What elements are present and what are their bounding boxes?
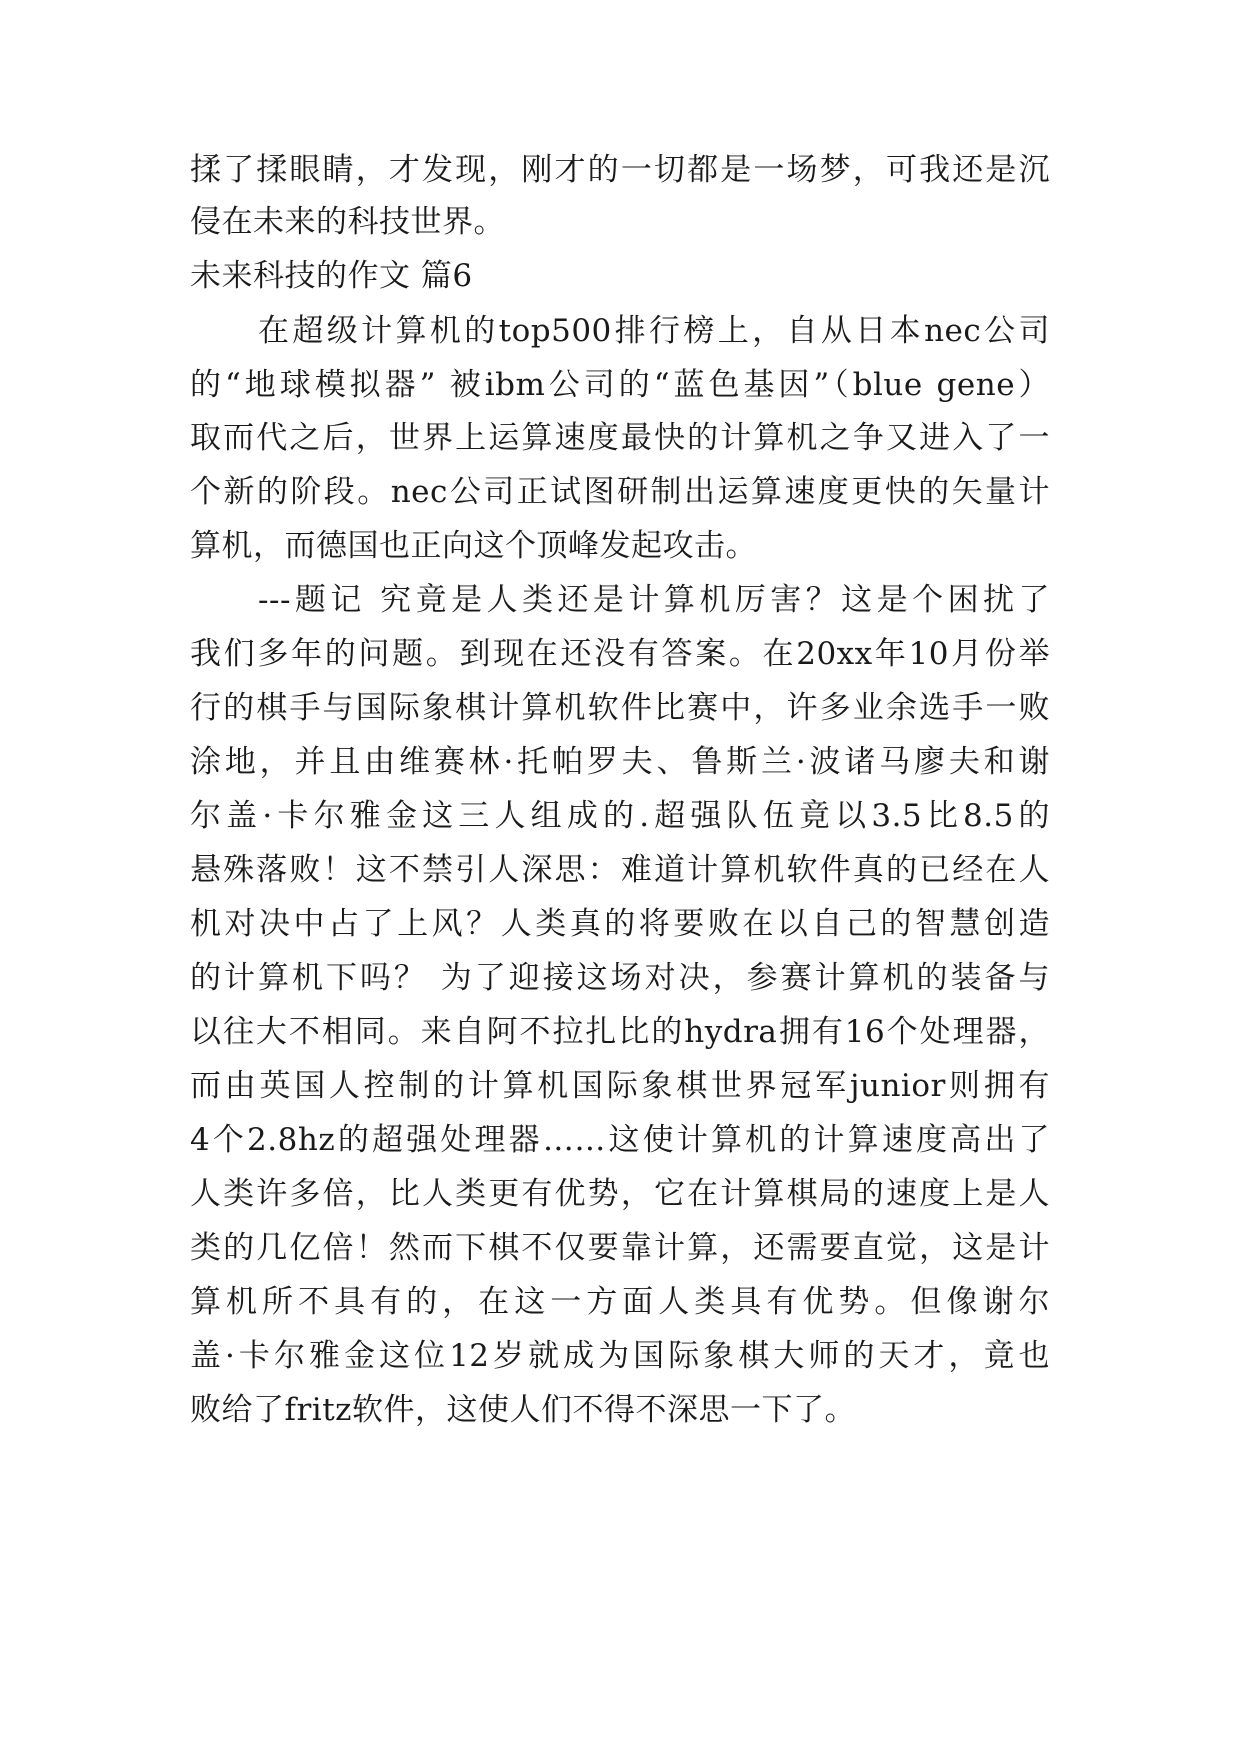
text-line: 侵在未来的科技世界。 <box>190 204 505 240</box>
text-line: 败给了fritz软件，这使人们不得不深思一下了。 <box>190 1392 856 1428</box>
text-line: 我们多年的问题。到现在还没有答案。在20xx年10月份举 <box>190 636 1050 672</box>
text-line: 人类许多倍，比人类更有优势，它在计算棋局的速度上是人 <box>190 1176 1050 1212</box>
text-line: 个新的阶段。nec公司正试图研制出运算速度更快的矢量计 <box>190 474 1050 510</box>
section-heading: 未来科技的作文 篇6 <box>190 258 473 294</box>
text-line: 悬殊落败！这不禁引人深思：难道计算机软件真的已经在人 <box>190 852 1050 888</box>
text-line: 以往大不相同。来自阿不拉扎比的hydra拥有16个处理器， <box>190 1014 1050 1050</box>
text-line: 行的棋手与国际象棋计算机软件比赛中，许多业余选手一败 <box>190 690 1050 726</box>
text-line: 算机所不具有的，在这一方面人类具有优势。但像谢尔 <box>190 1284 1050 1320</box>
text-line: 尔盖·卡尔雅金这三人组成的.超强队伍竟以3.5比8.5的 <box>190 798 1050 834</box>
text-line: 取而代之后，世界上运算速度最快的计算机之争又进入了一 <box>190 420 1050 456</box>
text-line: 盖·卡尔雅金这位12岁就成为国际象棋大师的天才，竟也 <box>190 1338 1050 1374</box>
text-line: 的计算机下吗？ 为了迎接这场对决，参赛计算机的装备与 <box>190 960 1050 996</box>
text-line: 机对决中占了上风？人类真的将要败在以自己的智慧创造 <box>190 906 1050 942</box>
text-line: 在超级计算机的top500排行榜上，自从日本nec公司 <box>258 313 1050 349</box>
text-line: 4个2.8hz的超强处理器……这使计算机的计算速度高出了 <box>190 1122 1050 1158</box>
text-line: 算机，而德国也正向这个顶峰发起攻击。 <box>190 528 757 564</box>
text-line: 涂地，并且由维赛林·托帕罗夫、鲁斯兰·波诸马廖夫和谢 <box>190 744 1050 780</box>
text-line: ---题记 究竟是人类还是计算机厉害？这是个困扰了 <box>258 582 1050 618</box>
text-line: 而由英国人控制的计算机国际象棋世界冠军junior则拥有 <box>190 1068 1050 1104</box>
text-line: 揉了揉眼睛，才发现，刚才的一切都是一场梦，可我还是沉 <box>190 152 1050 188</box>
text-line: 类的几亿倍！然而下棋不仅要靠计算，还需要直觉，这是计 <box>190 1230 1050 1266</box>
text-line: 的“地球模拟器” 被ibm公司的“蓝色基因”（blue gene） <box>190 367 1050 403</box>
